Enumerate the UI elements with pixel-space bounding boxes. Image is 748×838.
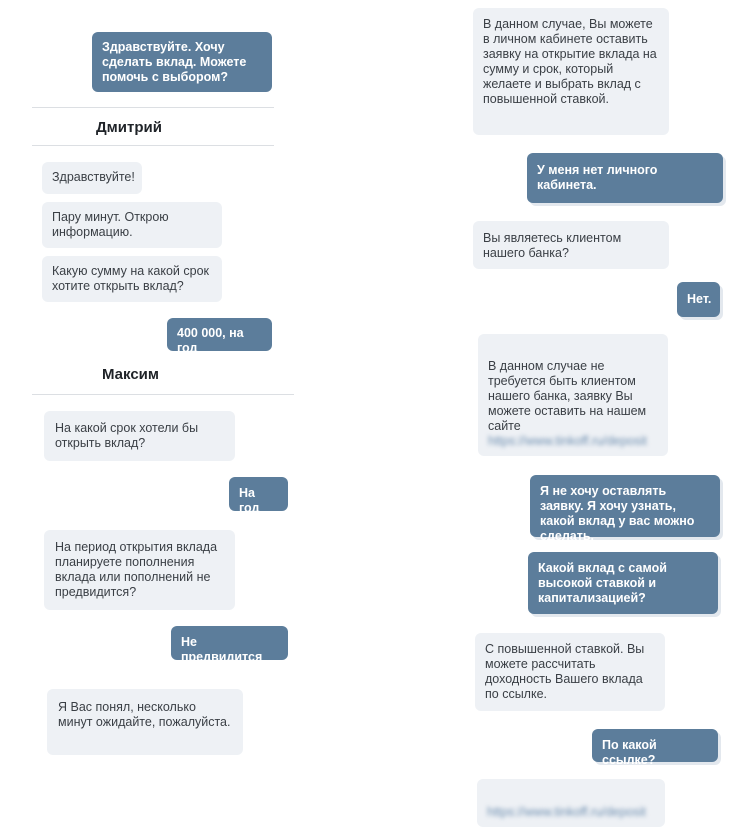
agent-message: В данном случае, Вы можете в личном кабинете оставить заявку на открытие вклада на сумму и срок, который желаете и выбрать вклад с повышенной ставкой. — [473, 8, 669, 135]
agent-message — [478, 334, 668, 456]
deposit-link[interactable]: https://www.tinkoff.ru/deposit — [488, 434, 647, 448]
agent-name: Дмитрий — [96, 119, 162, 136]
agent-name: Максим — [102, 366, 159, 383]
user-message: У меня нет личного кабинета. — [527, 153, 723, 203]
user-message: Я не хочу оставлять заявку. Я хочу узнать, какой вклад у вас можно сделать. — [530, 475, 720, 537]
agent-message: Какую сумму на какой срок хотите открыть вклад? — [42, 256, 222, 302]
agent-message: Здравствуйте! — [42, 162, 142, 194]
user-message: 400 000, на год — [167, 318, 272, 351]
user-message: На год — [229, 477, 288, 511]
message-text: В данном случае не требуется быть клиентом нашего банка, заявку Вы можете оставить на нашем сайте — [488, 359, 647, 433]
agent-message: Вы являетесь клиентом нашего банка? — [473, 221, 669, 269]
agent-message — [477, 779, 665, 827]
agent-message: Пару минут. Открою информацию. — [42, 202, 222, 248]
agent-message: Я Вас понял, несколько минут ожидайте, пожалуйста. — [47, 689, 243, 755]
user-message: Не предвидится — [171, 626, 288, 660]
user-message: Нет. — [677, 282, 720, 317]
agent-message: На период открытия вклада планируете пополнения вклада или пополнений не предвидится? — [44, 530, 235, 610]
user-message: Здравствуйте. Хочу сделать вклад. Можете помочь с выбором? — [92, 32, 272, 92]
divider — [32, 107, 274, 108]
user-message: Какой вклад с самой высокой ставкой и капитализацией? — [528, 552, 718, 614]
deposit-link[interactable]: https://www.tinkoff.ru/deposit — [487, 805, 646, 819]
agent-message: На какой срок хотели бы открыть вклад? — [44, 411, 235, 461]
divider — [32, 145, 274, 146]
user-message: По какой ссылке? — [592, 729, 718, 762]
agent-message: С повышенной ставкой. Вы можете рассчитать доходность Вашего вклада по ссылке. — [475, 633, 665, 711]
divider — [32, 394, 294, 395]
